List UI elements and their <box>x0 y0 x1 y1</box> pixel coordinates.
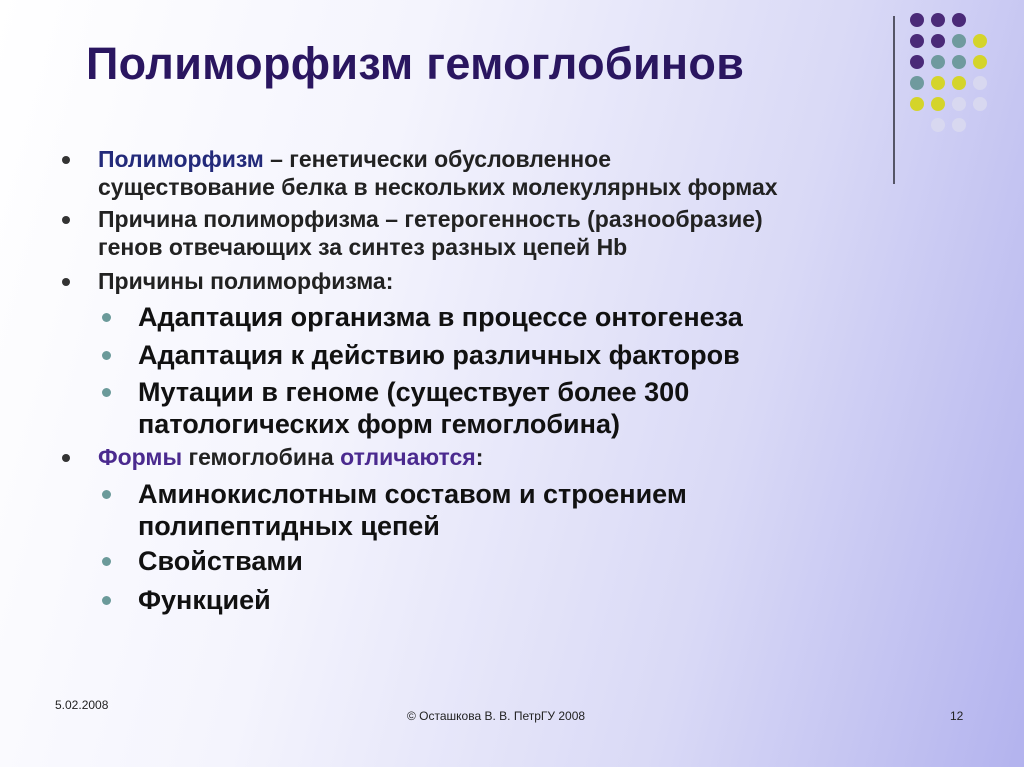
decorative-dot <box>931 55 945 69</box>
decorative-dot <box>952 13 966 27</box>
bullet-dot <box>62 278 70 286</box>
bullet-dot <box>62 216 70 224</box>
decorative-dot <box>973 97 987 111</box>
footer-date: 5.02.2008 <box>55 698 109 712</box>
term-polymorphism: Полиморфизм <box>98 146 264 172</box>
decorative-dot <box>931 118 945 132</box>
sub-bullet-ontogenesis <box>138 301 938 333</box>
decorative-dot <box>952 118 966 132</box>
decorative-dot <box>910 97 924 111</box>
bullet-dot <box>62 454 70 462</box>
sub-bullet-dot <box>102 313 111 322</box>
decorative-dot <box>910 13 924 27</box>
cause-line2: генов отвечающих за синтез разных цепей Hb <box>98 234 628 260</box>
decorative-dot <box>952 97 966 111</box>
slide-title: Полиморфизм гемоглобинов <box>86 38 745 89</box>
bullet-dot <box>62 156 70 164</box>
sub-bullet-properties <box>138 545 938 577</box>
forms-colon: : <box>475 444 484 470</box>
sub-bullet-dot <box>102 596 111 605</box>
decorative-dot <box>973 55 987 69</box>
decorative-dot-grid <box>910 13 1010 163</box>
sub-bullet-text-line1: Аминокислотным составом и строением <box>138 479 687 509</box>
forms-text: гемоглобина <box>182 444 341 470</box>
sub-bullet-function <box>138 584 938 616</box>
definition-line2: существование белка в нескольких молекулярных формах <box>98 174 778 200</box>
sub-bullet-text: Адаптация к действию различных факторов <box>138 340 740 370</box>
sub-bullet-text-line2: полипептидных цепей <box>138 511 440 541</box>
decorative-dot <box>931 76 945 90</box>
sub-bullet-text: Свойствами <box>138 546 303 576</box>
decorative-dot <box>952 55 966 69</box>
decorative-dot <box>973 34 987 48</box>
sub-bullet-dot <box>102 351 111 360</box>
sub-bullet-text-line1: Мутации в геноме (существует более 300 <box>138 377 690 407</box>
footer-page-number: 12 <box>950 709 964 723</box>
cause-line1: Причина полиморфизма – гетерогенность (разнообразие) <box>98 206 763 232</box>
decorative-dot <box>910 55 924 69</box>
sub-bullet-amino-acid <box>138 478 938 542</box>
sub-bullet-dot <box>102 557 111 566</box>
decorative-dot <box>973 76 987 90</box>
reasons-heading: Причины полиморфизма: <box>98 268 394 294</box>
decorative-dot <box>952 34 966 48</box>
sub-bullet-text: Адаптация организма в процессе онтогенеза <box>138 302 743 332</box>
decorative-dot <box>931 97 945 111</box>
footer-copyright: © Осташкова В. В. ПетрГУ 2008 <box>407 709 586 723</box>
decorative-dot <box>910 34 924 48</box>
bullet-polymorphism-cause <box>98 205 958 261</box>
bullet-forms-differ <box>98 443 958 471</box>
term-differ: отличаются <box>340 444 476 470</box>
sub-bullet-text-line2: патологических форм гемоглобина) <box>138 409 620 439</box>
bullet-polymorphism-reasons <box>98 267 958 295</box>
decorative-dot <box>931 13 945 27</box>
sub-bullet-dot <box>102 388 111 397</box>
term-forms: Формы <box>98 444 183 470</box>
decorative-dot <box>931 34 945 48</box>
decorative-dot <box>952 76 966 90</box>
definition-line1: – генетически обусловленное <box>263 146 611 172</box>
decorative-dot <box>910 76 924 90</box>
sub-bullet-dot <box>102 490 111 499</box>
sub-bullet-factors <box>138 339 938 371</box>
bullet-polymorphism-definition <box>98 145 958 201</box>
sub-bullet-text: Функцией <box>138 585 271 615</box>
sub-bullet-mutations <box>138 376 938 440</box>
